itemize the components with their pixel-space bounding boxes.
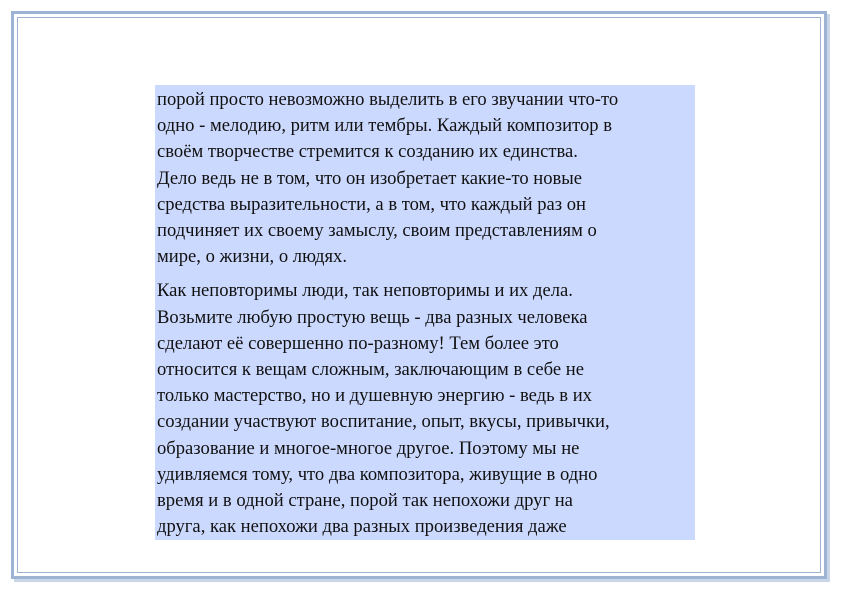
- slide-frame-shadow-bottom: [14, 579, 830, 582]
- paragraph-1: порой просто невозможно выделить в его звучании что-то одно - мелодию, ритм или тембры. Каждый композитор в своём творчестве стремится к созданию их единства. Дело ведь не в том, что он изобретает какие-то новые средства выразительности, а в том, что каждый раз он подчиняет их своему замыслу, своим представлениям о мире, о жизни, о людях.: [157, 89, 619, 268]
- paragraph-2: Как неповторимы люди, так неповторимы и их дела. Возьмите любую простую вещь - два разных человека сделают её совершенно по-разному! Тем более это относится к вещам сложным, заключающим в себе не только мастерство, но и душевную энергию - ведь в их создании участвуют воспитание, опыт, вкусы, привычки, образование и многое-многое другое. Поэтому мы не удивляемся тому, что два композитора, живущие в одно время и в одной стране, порой так непохожи друг на друга, как непохожи два разных произведения даже: [157, 280, 610, 538]
- slide-text-box: [155, 85, 695, 540]
- slide-frame-shadow-right: [827, 14, 830, 582]
